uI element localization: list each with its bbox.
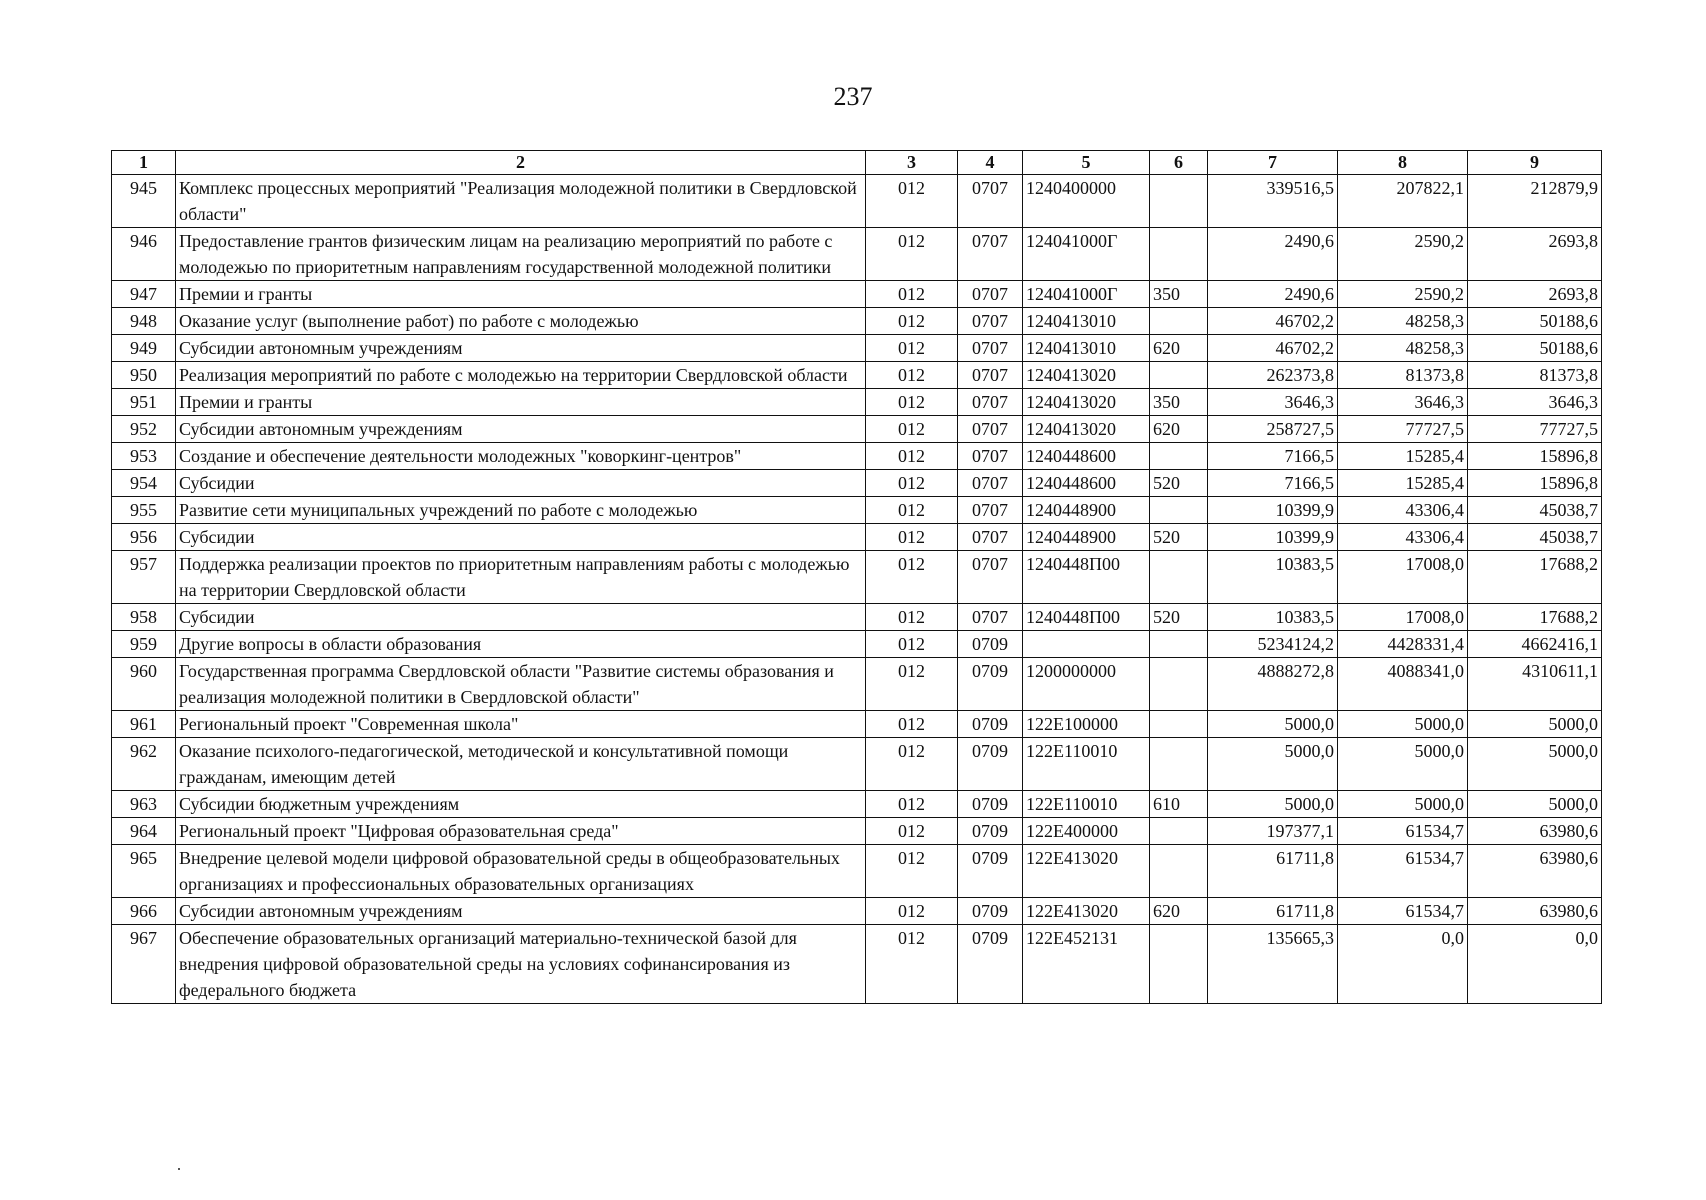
section-code-cell: 0707	[958, 281, 1023, 308]
expense-type-cell	[1150, 845, 1208, 898]
amount-cell: 2490,6	[1208, 281, 1338, 308]
section-code-cell: 0709	[958, 845, 1023, 898]
row-number-cell: 948	[112, 308, 176, 335]
amount-cell: 10399,9	[1208, 497, 1338, 524]
ministry-code-cell: 012	[866, 711, 958, 738]
amount-cell: 50188,6	[1468, 308, 1602, 335]
table-row	[112, 604, 1602, 631]
ministry-code-cell: 012	[866, 524, 958, 551]
column-header: 1	[112, 151, 176, 175]
amount-cell: 3646,3	[1338, 389, 1468, 416]
ministry-code-cell: 012	[866, 845, 958, 898]
amount-cell: 43306,4	[1338, 497, 1468, 524]
target-article-cell: 1240448900	[1023, 524, 1150, 551]
column-header: 8	[1338, 151, 1468, 175]
row-name-cell: Реализация мероприятий по работе с молодежью на территории Свердловской области	[176, 362, 866, 389]
amount-cell: 81373,8	[1468, 362, 1602, 389]
amount-cell: 5000,0	[1338, 711, 1468, 738]
amount-cell: 17688,2	[1468, 551, 1602, 604]
section-code-cell: 0707	[958, 308, 1023, 335]
target-article-cell: 1240448600	[1023, 470, 1150, 497]
expense-type-cell: 620	[1150, 898, 1208, 925]
row-name-cell: Развитие сети муниципальных учреждений по работе с молодежью	[176, 497, 866, 524]
row-number-cell: 954	[112, 470, 176, 497]
table-body	[112, 175, 1602, 1004]
table-row	[112, 228, 1602, 281]
expense-type-cell	[1150, 551, 1208, 604]
amount-cell: 3646,3	[1208, 389, 1338, 416]
target-article-cell: 122Е100000	[1023, 711, 1150, 738]
expense-type-cell	[1150, 443, 1208, 470]
row-name-cell: Премии и гранты	[176, 389, 866, 416]
target-article-cell: 1240448900	[1023, 497, 1150, 524]
expense-type-cell: 520	[1150, 470, 1208, 497]
amount-cell: 17688,2	[1468, 604, 1602, 631]
expense-type-cell	[1150, 738, 1208, 791]
target-article-cell: 1240413020	[1023, 389, 1150, 416]
section-code-cell: 0707	[958, 228, 1023, 281]
expense-type-cell	[1150, 497, 1208, 524]
column-header: 4	[958, 151, 1023, 175]
amount-cell: 77727,5	[1338, 416, 1468, 443]
column-header: 2	[176, 151, 866, 175]
amount-cell: 135665,3	[1208, 925, 1338, 1004]
amount-cell: 17008,0	[1338, 551, 1468, 604]
section-code-cell: 0709	[958, 925, 1023, 1004]
row-number-cell: 966	[112, 898, 176, 925]
amount-cell: 3646,3	[1468, 389, 1602, 416]
row-name-cell: Внедрение целевой модели цифровой образовательной среды в общеобразовательных организациях и профессиональных образовательных организациях	[176, 845, 866, 898]
expense-type-cell	[1150, 631, 1208, 658]
table-row	[112, 738, 1602, 791]
target-article-cell: 1240400000	[1023, 175, 1150, 228]
section-code-cell: 0707	[958, 604, 1023, 631]
table-row	[112, 470, 1602, 497]
row-number-cell: 956	[112, 524, 176, 551]
target-article-cell: 1240413010	[1023, 308, 1150, 335]
target-article-cell: 122Е452131	[1023, 925, 1150, 1004]
row-number-cell: 960	[112, 658, 176, 711]
table-row	[112, 631, 1602, 658]
table-row	[112, 818, 1602, 845]
section-code-cell: 0709	[958, 898, 1023, 925]
table-row	[112, 389, 1602, 416]
table-row	[112, 416, 1602, 443]
ministry-code-cell: 012	[866, 362, 958, 389]
row-name-cell: Поддержка реализации проектов по приоритетным направлениям работы с молодежью на территории Свердловской области	[176, 551, 866, 604]
amount-cell: 17008,0	[1338, 604, 1468, 631]
table-row	[112, 443, 1602, 470]
section-code-cell: 0709	[958, 711, 1023, 738]
row-name-cell: Субсидии бюджетным учреждениям	[176, 791, 866, 818]
section-code-cell: 0709	[958, 658, 1023, 711]
column-header: 6	[1150, 151, 1208, 175]
amount-cell: 48258,3	[1338, 308, 1468, 335]
ministry-code-cell: 012	[866, 335, 958, 362]
row-name-cell: Оказание услуг (выполнение работ) по работе с молодежью	[176, 308, 866, 335]
row-name-cell: Премии и гранты	[176, 281, 866, 308]
table-row	[112, 497, 1602, 524]
target-article-cell: 1240413010	[1023, 335, 1150, 362]
table-row	[112, 281, 1602, 308]
amount-cell: 5234124,2	[1208, 631, 1338, 658]
amount-cell: 61534,7	[1338, 818, 1468, 845]
column-header: 7	[1208, 151, 1338, 175]
amount-cell: 5000,0	[1468, 791, 1602, 818]
amount-cell: 2590,2	[1338, 281, 1468, 308]
amount-cell: 5000,0	[1468, 711, 1602, 738]
row-name-cell: Субсидии	[176, 524, 866, 551]
ministry-code-cell: 012	[866, 416, 958, 443]
section-code-cell: 0707	[958, 524, 1023, 551]
amount-cell: 81373,8	[1338, 362, 1468, 389]
amount-cell: 4310611,1	[1468, 658, 1602, 711]
column-header: 3	[866, 151, 958, 175]
section-code-cell: 0707	[958, 470, 1023, 497]
row-name-cell: Оказание психолого-педагогической, методической и консультативной помощи гражданам, имеющим детей	[176, 738, 866, 791]
section-code-cell: 0709	[958, 631, 1023, 658]
amount-cell: 7166,5	[1208, 443, 1338, 470]
amount-cell: 63980,6	[1468, 845, 1602, 898]
target-article-cell: 1240448П00	[1023, 604, 1150, 631]
amount-cell: 0,0	[1468, 925, 1602, 1004]
section-code-cell: 0709	[958, 738, 1023, 791]
ministry-code-cell: 012	[866, 791, 958, 818]
amount-cell: 2693,8	[1468, 228, 1602, 281]
row-name-cell: Обеспечение образовательных организаций материально-технической базой для внедрения цифровой образовательной среды на условиях софинансирования из федерального бюджета	[176, 925, 866, 1004]
amount-cell: 212879,9	[1468, 175, 1602, 228]
scan-speck	[178, 1168, 180, 1170]
target-article-cell: 122Е400000	[1023, 818, 1150, 845]
amount-cell: 2490,6	[1208, 228, 1338, 281]
row-number-cell: 949	[112, 335, 176, 362]
row-name-cell: Комплекс процессных мероприятий "Реализация молодежной политики в Свердловской области"	[176, 175, 866, 228]
ministry-code-cell: 012	[866, 925, 958, 1004]
expense-type-cell: 520	[1150, 604, 1208, 631]
row-number-cell: 957	[112, 551, 176, 604]
amount-cell: 0,0	[1338, 925, 1468, 1004]
row-name-cell: Региональный проект "Современная школа"	[176, 711, 866, 738]
row-name-cell: Другие вопросы в области образования	[176, 631, 866, 658]
amount-cell: 5000,0	[1208, 738, 1338, 791]
amount-cell: 5000,0	[1468, 738, 1602, 791]
row-number-cell: 952	[112, 416, 176, 443]
row-number-cell: 951	[112, 389, 176, 416]
section-code-cell: 0707	[958, 497, 1023, 524]
table-row	[112, 845, 1602, 898]
amount-cell: 61534,7	[1338, 845, 1468, 898]
target-article-cell: 122Е110010	[1023, 791, 1150, 818]
row-name-cell: Субсидии	[176, 470, 866, 497]
row-number-cell: 967	[112, 925, 176, 1004]
amount-cell: 63980,6	[1468, 818, 1602, 845]
expense-type-cell	[1150, 362, 1208, 389]
target-article-cell: 122Е110010	[1023, 738, 1150, 791]
ministry-code-cell: 012	[866, 898, 958, 925]
section-code-cell: 0707	[958, 175, 1023, 228]
amount-cell: 46702,2	[1208, 308, 1338, 335]
ministry-code-cell: 012	[866, 281, 958, 308]
row-number-cell: 958	[112, 604, 176, 631]
section-code-cell: 0707	[958, 362, 1023, 389]
row-number-cell: 965	[112, 845, 176, 898]
target-article-cell	[1023, 631, 1150, 658]
amount-cell: 48258,3	[1338, 335, 1468, 362]
amount-cell: 10383,5	[1208, 604, 1338, 631]
expense-type-cell: 350	[1150, 389, 1208, 416]
row-number-cell: 962	[112, 738, 176, 791]
amount-cell: 50188,6	[1468, 335, 1602, 362]
row-number-cell: 953	[112, 443, 176, 470]
section-code-cell: 0707	[958, 443, 1023, 470]
row-number-cell: 947	[112, 281, 176, 308]
amount-cell: 61711,8	[1208, 845, 1338, 898]
expense-type-cell	[1150, 925, 1208, 1004]
ministry-code-cell: 012	[866, 389, 958, 416]
row-number-cell: 950	[112, 362, 176, 389]
row-name-cell: Субсидии автономным учреждениям	[176, 416, 866, 443]
amount-cell: 2590,2	[1338, 228, 1468, 281]
row-number-cell: 961	[112, 711, 176, 738]
ministry-code-cell: 012	[866, 658, 958, 711]
ministry-code-cell: 012	[866, 551, 958, 604]
target-article-cell: 122Е413020	[1023, 898, 1150, 925]
ministry-code-cell: 012	[866, 738, 958, 791]
target-article-cell: 1240448П00	[1023, 551, 1150, 604]
ministry-code-cell: 012	[866, 228, 958, 281]
table-row	[112, 551, 1602, 604]
row-number-cell: 955	[112, 497, 176, 524]
ministry-code-cell: 012	[866, 497, 958, 524]
amount-cell: 61534,7	[1338, 898, 1468, 925]
section-code-cell: 0707	[958, 335, 1023, 362]
expense-type-cell: 520	[1150, 524, 1208, 551]
amount-cell: 7166,5	[1208, 470, 1338, 497]
amount-cell: 15896,8	[1468, 470, 1602, 497]
table-row	[112, 711, 1602, 738]
section-code-cell: 0709	[958, 791, 1023, 818]
amount-cell: 15285,4	[1338, 443, 1468, 470]
ministry-code-cell: 012	[866, 818, 958, 845]
ministry-code-cell: 012	[866, 470, 958, 497]
amount-cell: 4428331,4	[1338, 631, 1468, 658]
target-article-cell: 124041000Г	[1023, 228, 1150, 281]
amount-cell: 2693,8	[1468, 281, 1602, 308]
table-header-row	[112, 151, 1602, 175]
target-article-cell: 1240448600	[1023, 443, 1150, 470]
row-name-cell: Субсидии	[176, 604, 866, 631]
row-name-cell: Региональный проект "Цифровая образовательная среда"	[176, 818, 866, 845]
table-row	[112, 362, 1602, 389]
amount-cell: 43306,4	[1338, 524, 1468, 551]
expense-type-cell: 620	[1150, 416, 1208, 443]
budget-table	[111, 150, 1602, 1004]
amount-cell: 46702,2	[1208, 335, 1338, 362]
ministry-code-cell: 012	[866, 308, 958, 335]
ministry-code-cell: 012	[866, 604, 958, 631]
row-number-cell: 945	[112, 175, 176, 228]
column-header: 5	[1023, 151, 1150, 175]
amount-cell: 45038,7	[1468, 524, 1602, 551]
expense-type-cell	[1150, 228, 1208, 281]
table-row	[112, 898, 1602, 925]
row-number-cell: 964	[112, 818, 176, 845]
amount-cell: 207822,1	[1338, 175, 1468, 228]
amount-cell: 63980,6	[1468, 898, 1602, 925]
amount-cell: 262373,8	[1208, 362, 1338, 389]
amount-cell: 45038,7	[1468, 497, 1602, 524]
section-code-cell: 0709	[958, 818, 1023, 845]
target-article-cell: 1240413020	[1023, 416, 1150, 443]
row-name-cell: Субсидии автономным учреждениям	[176, 335, 866, 362]
amount-cell: 61711,8	[1208, 898, 1338, 925]
row-number-cell: 963	[112, 791, 176, 818]
amount-cell: 339516,5	[1208, 175, 1338, 228]
row-name-cell: Создание и обеспечение деятельности молодежных "коворкинг-центров"	[176, 443, 866, 470]
amount-cell: 5000,0	[1208, 791, 1338, 818]
amount-cell: 4088341,0	[1338, 658, 1468, 711]
target-article-cell: 122Е413020	[1023, 845, 1150, 898]
target-article-cell: 124041000Г	[1023, 281, 1150, 308]
row-number-cell: 946	[112, 228, 176, 281]
amount-cell: 77727,5	[1468, 416, 1602, 443]
row-number-cell: 959	[112, 631, 176, 658]
amount-cell: 5000,0	[1338, 738, 1468, 791]
section-code-cell: 0707	[958, 389, 1023, 416]
section-code-cell: 0707	[958, 416, 1023, 443]
amount-cell: 15896,8	[1468, 443, 1602, 470]
amount-cell: 5000,0	[1208, 711, 1338, 738]
expense-type-cell	[1150, 658, 1208, 711]
ministry-code-cell: 012	[866, 631, 958, 658]
table-row	[112, 175, 1602, 228]
target-article-cell: 1240413020	[1023, 362, 1150, 389]
amount-cell: 4888272,8	[1208, 658, 1338, 711]
section-code-cell: 0707	[958, 551, 1023, 604]
ministry-code-cell: 012	[866, 175, 958, 228]
amount-cell: 10399,9	[1208, 524, 1338, 551]
page-number: 237	[833, 82, 873, 111]
row-name-cell: Субсидии автономным учреждениям	[176, 898, 866, 925]
amount-cell: 4662416,1	[1468, 631, 1602, 658]
amount-cell: 15285,4	[1338, 470, 1468, 497]
table-row	[112, 925, 1602, 1004]
table-row	[112, 791, 1602, 818]
expense-type-cell	[1150, 308, 1208, 335]
expense-type-cell: 350	[1150, 281, 1208, 308]
amount-cell: 10383,5	[1208, 551, 1338, 604]
column-header: 9	[1468, 151, 1602, 175]
expense-type-cell: 610	[1150, 791, 1208, 818]
table-row	[112, 335, 1602, 362]
amount-cell: 258727,5	[1208, 416, 1338, 443]
table-row	[112, 308, 1602, 335]
amount-cell: 197377,1	[1208, 818, 1338, 845]
amount-cell: 5000,0	[1338, 791, 1468, 818]
expense-type-cell	[1150, 175, 1208, 228]
row-name-cell: Предоставление грантов физическим лицам на реализацию мероприятий по работе с молодежью по приоритетным направлениям государственной молодежной политики	[176, 228, 866, 281]
target-article-cell: 1200000000	[1023, 658, 1150, 711]
table-row	[112, 524, 1602, 551]
expense-type-cell	[1150, 818, 1208, 845]
table-row	[112, 658, 1602, 711]
expense-type-cell	[1150, 711, 1208, 738]
row-name-cell: Государственная программа Свердловской области "Развитие системы образования и реализация молодежной политики в Свердловской области"	[176, 658, 866, 711]
ministry-code-cell: 012	[866, 443, 958, 470]
expense-type-cell: 620	[1150, 335, 1208, 362]
